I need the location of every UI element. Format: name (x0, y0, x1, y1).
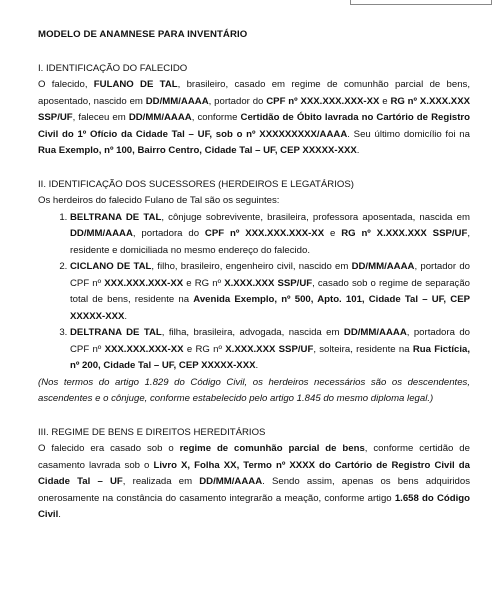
bold-run: XXX.XXX.XXX-XX (104, 343, 184, 355)
text-run: . Sendo assim, apenas os bens adquiridos onerosamente na constância do casamento integrarão a meação, conforme artigo (38, 476, 470, 504)
text-run: , realizada em (122, 476, 200, 487)
top-corner-box (350, 0, 492, 5)
section-heading-falecido: I. IDENTIFICAÇÃO DO FALECIDO (38, 62, 188, 74)
heirs-list (38, 210, 470, 375)
text-run: e RG nº (183, 343, 226, 355)
bold-run: Avenida Exemplo, nº 500, Apto. 101, Cidade Tal – UF, CEP XXXXX-XXX (70, 294, 470, 322)
bold-run: FULANO DE TAL (93, 79, 178, 90)
paragraph-regime (38, 441, 470, 524)
bold-run: CPF nº XXX.XXX.XXX-XX (204, 228, 325, 239)
text-run: , portador do CPF nº (70, 261, 470, 289)
text-run: , portadora do CPF nº (70, 327, 470, 355)
heir-name: BELTRANA DE TAL (70, 211, 162, 223)
legal-note: (Nos termos do artigo 1.829 do Código Civil, os herdeiros necessários são os descendentes, ascendentes e o cônjuge, conforme estabelecido pelo artigo 1.845 do mesmo diploma legal.) (38, 376, 470, 404)
bold-run: RG nº X.XXX.XXX SSP/UF (341, 228, 468, 239)
text-run: O falecido, (38, 79, 94, 90)
text-run: . Seu último domicílio foi na (347, 128, 470, 140)
text-run: . (255, 360, 259, 371)
text-run: , faleceu em (72, 112, 129, 123)
bold-run: DD/MM/AAAA (70, 228, 133, 239)
heir-name: CICLANO DE TAL (70, 261, 152, 272)
text-run: O falecido era casado sob o (38, 443, 180, 454)
text-run: , brasileiro, casado em regime de comunhão parcial de bens, aposentado, nascido em (38, 79, 470, 107)
bold-run: DD/MM/AAAA (343, 327, 407, 338)
bold-run: 1.658 do Código Civil (38, 492, 470, 520)
text-run: , filho, brasileiro, engenheiro civil, nascido em (151, 261, 352, 272)
paragraph-falecido (38, 77, 470, 160)
text-run: , filha, brasileira, advogada, nascida em (161, 327, 344, 338)
bold-run: X.XXX.XXX SSP/UF (224, 277, 313, 289)
text-run: e (324, 228, 342, 239)
list-item (70, 210, 470, 260)
bold-run: Livro X, Folha XX, Termo nº XXXX do Cartório de Registro Civil da Cidade Tal – UF (38, 459, 470, 487)
text-run: , solteira, residente na (313, 343, 413, 355)
heirs-intro: Os herdeiros do falecido Fulano de Tal são os seguintes: (38, 195, 280, 206)
heir-name: DELTRANA DE TAL (70, 327, 162, 338)
spacer (38, 408, 470, 425)
bold-run: RG nº X.XXX.XXX SSP/UF (38, 95, 471, 123)
bold-run: Rua Fictícia, nº 200, Cidade Tal – UF, CEP XXXXX-XXX (70, 343, 470, 371)
section-heading-regime: III. REGIME DE BENS E DIREITOS HEREDITÁRIOS (38, 426, 266, 438)
text-run: , conforme (191, 112, 241, 123)
text-run: , portador do (208, 95, 267, 107)
list-item (70, 325, 470, 375)
bold-run: DD/MM/AAAA (128, 112, 192, 123)
text-run: . (124, 310, 128, 322)
bold-run: X.XXX.XXX SSP/UF (225, 343, 314, 355)
bold-run: regime de comunhão parcial de bens (179, 443, 365, 454)
document-title: MODELO DE ANAMNESE PARA INVENTÁRIO (38, 29, 248, 40)
bold-run: CPF nº XXX.XXX.XXX-XX (266, 95, 380, 107)
section-heading-sucessores: II. IDENTIFICAÇÃO DOS SUCESSORES (HERDEIROS E LEGATÁRIOS) (38, 178, 354, 190)
text-run: , conforme certidão de casamento lavrada sob o (38, 443, 470, 471)
document-body (38, 27, 470, 524)
text-run: , casado sob o regime de separação total de bens, residente na (70, 277, 470, 305)
text-run: e (379, 95, 391, 107)
text-run: , residente e domiciliada no mesmo endereço do falecido. (70, 228, 470, 256)
bold-run: DD/MM/AAAA (145, 95, 209, 107)
bold-run: Certidão de Óbito lavrada no Cartório de Registro Civil do 1º Ofício da Cidade Tal – UF, sob o nº XXXXXXXXX/AAAA (38, 112, 470, 140)
text-run: , portadora do (132, 228, 205, 239)
bold-run: XXX.XXX.XXX-XX (104, 277, 184, 289)
text-run: . (356, 145, 360, 156)
list-item (70, 259, 470, 325)
bold-run: Rua Exemplo, nº 100, Bairro Centro, Cidade Tal – UF, CEP XXXXX-XXX (38, 145, 357, 156)
text-run: e RG nº (183, 277, 225, 289)
text-run: . (58, 509, 61, 520)
text-run: , cônjuge sobrevivente, brasileira, professora aposentada, nascida em (161, 211, 470, 223)
bold-run: DD/MM/AAAA (351, 261, 415, 272)
bold-run: DD/MM/AAAA (199, 476, 263, 487)
